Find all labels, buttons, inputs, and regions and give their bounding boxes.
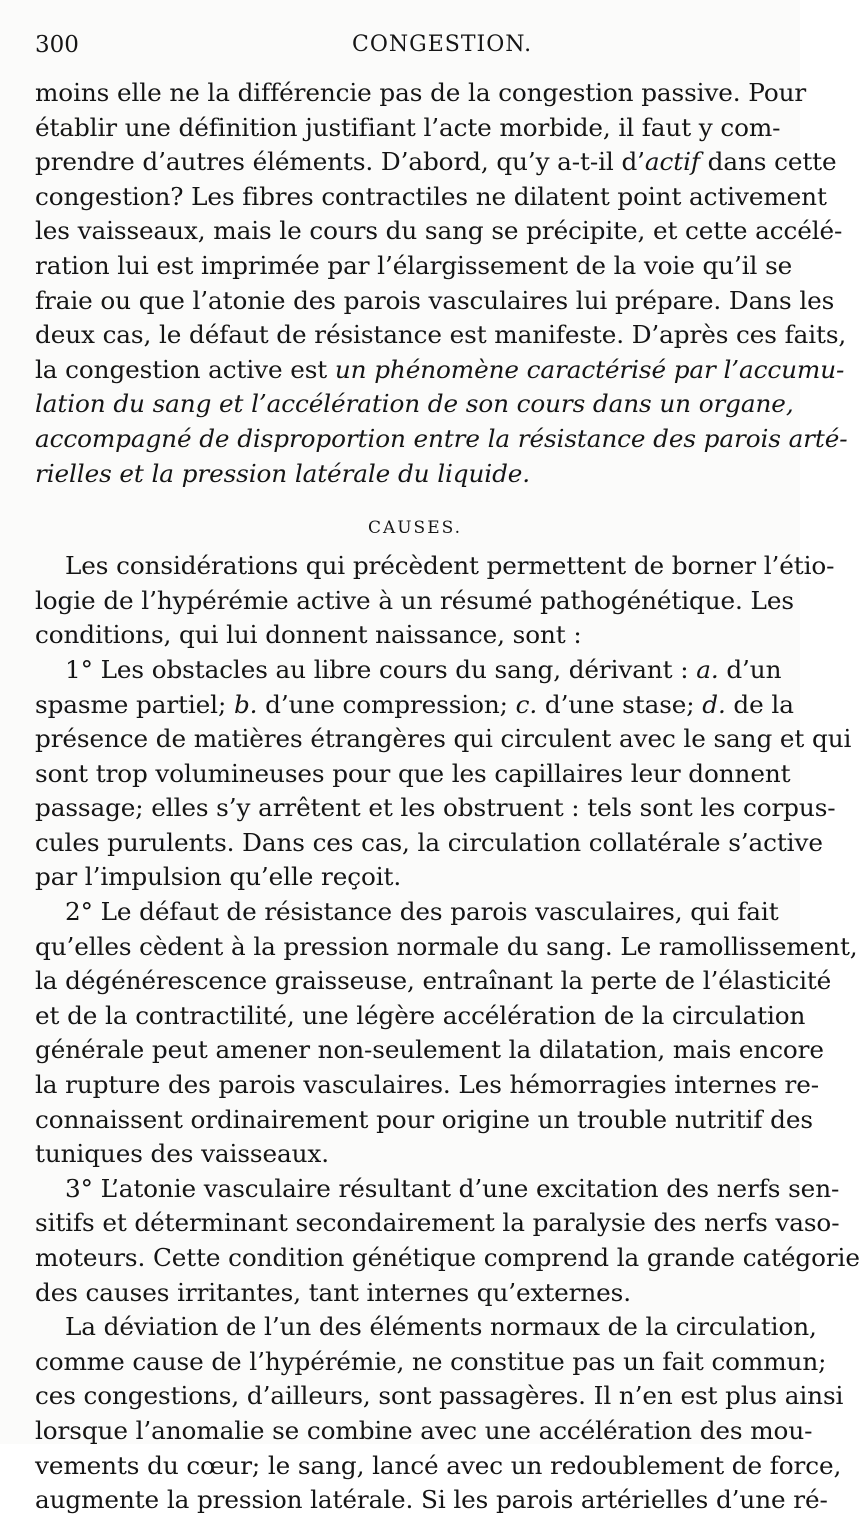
emphasis-line: lation du sang et l’accélération de son cours dans un organe, xyxy=(35,389,794,419)
text-line: la dégénérescence graisseuse, entraînant la perte de l’élasticité xyxy=(35,966,832,996)
section-title: CAUSES. xyxy=(367,518,463,539)
emphasis-line: accompagné de disproportion entre la résistance des parois arté- xyxy=(35,423,848,453)
text-line: les vaisseaux, mais le cours du sang se précipite, et cette accélé- xyxy=(35,216,843,246)
text-line: par l’impulsion qu’elle reçoit. xyxy=(35,862,402,892)
text-line: établir une définition justifiant l’acte morbide, il faut y com- xyxy=(35,112,781,142)
text-line: ces congestions, d’ailleurs, sont passagères. Il n’en est plus ainsi xyxy=(35,1381,844,1411)
text-line: fraie ou que l’atonie des parois vasculaires lui prépare. Dans les xyxy=(35,285,835,315)
text-line: générale peut amener non-seulement la dilatation, mais encore xyxy=(35,1035,824,1065)
emphasis-text: un phénomène caractérisé par l’accumu- xyxy=(334,354,845,384)
text-line: cules purulents. Dans ces cas, la circulation collatérale s’active xyxy=(35,827,823,857)
text-line: des causes irritantes, tant internes qu’externes. xyxy=(35,1277,632,1307)
text-segment: spasme partiel; xyxy=(35,689,234,719)
text-line: moteurs. Cette condition génétique comprend la grande catégorie xyxy=(35,1243,860,1272)
text-line: 2° Le défaut de résistance des parois vasculaires, qui fait xyxy=(65,897,779,927)
section-heading xyxy=(35,491,765,549)
list-marker: d. xyxy=(702,689,726,719)
text-line xyxy=(35,145,837,180)
text-line: La déviation de l’un des éléments normaux de la circulation, xyxy=(65,1312,817,1342)
text-line: Les considérations qui précèdent permettent de borner l’étio- xyxy=(65,551,835,581)
page-number: 300 xyxy=(35,32,79,58)
list-marker: b. xyxy=(233,689,258,719)
text-line: sitifs et déterminant secondairement la paralysie des nerfs vaso- xyxy=(35,1208,840,1238)
text-segment: d’une compression; xyxy=(257,689,516,719)
emphasis-text: actif xyxy=(644,147,700,177)
text-line: la rupture des parois vasculaires. Les hémorragies internes re- xyxy=(35,1070,819,1100)
text-line: deux cas, le défaut de résistance est manifeste. D’après ces faits, xyxy=(35,320,847,350)
running-title: CONGESTION. xyxy=(352,32,533,57)
text-line: présence de matières étrangères qui circulent avec le sang et qui xyxy=(35,724,852,754)
text-line: tuniques des vaisseaux. xyxy=(35,1139,329,1169)
text-segment: 1° Les obstacles au libre cours du sang, dérivant : xyxy=(65,654,697,684)
text-line: 3° L’atonie vasculaire résultant d’une excitation des nerfs sen- xyxy=(65,1173,840,1203)
body-text xyxy=(35,76,860,1518)
list-marker: a. xyxy=(696,654,719,684)
text-line: comme cause de l’hypérémie, ne constitue pas un fait commun; xyxy=(35,1346,827,1376)
text-line: lorsque l’anomalie se combine avec une accélération des mou- xyxy=(35,1415,813,1445)
text-segment: la congestion active est xyxy=(35,354,335,384)
text-segment: d’un xyxy=(718,654,782,684)
text-segment: de la xyxy=(725,689,794,719)
text-segment: dans cette xyxy=(699,147,837,177)
running-header xyxy=(35,26,765,70)
list-marker: c. xyxy=(515,689,538,719)
text-line: vements du cœur; le sang, lancé avec un redoublement de force, xyxy=(35,1450,842,1480)
text-segment: d’une stase; xyxy=(537,689,703,719)
text-line: conditions, qui lui donnent naissance, sont : xyxy=(35,620,582,650)
text-line: qu’elles cèdent à la pression normale du sang. Le ramollissement, xyxy=(35,931,858,961)
text-line: et de la contractilité, une légère accélération de la circulation xyxy=(35,1000,806,1030)
text-line: ration lui est imprimée par l’élargissement de la voie qu’il se xyxy=(35,250,793,280)
text-line: congestion? Les fibres contractiles ne dilatent point activement xyxy=(35,181,827,211)
text-line: connaissent ordinairement pour origine un trouble nutritif des xyxy=(35,1104,813,1134)
text-segment: prendre d’autres éléments. D’abord, qu’y a-t-il d’ xyxy=(35,147,645,177)
text-line xyxy=(35,353,845,388)
text-line xyxy=(35,688,794,723)
text-line xyxy=(35,653,782,688)
text-line: moins elle ne la différencie pas de la congestion passive. Pour xyxy=(35,78,807,107)
text-line: sont trop volumineuses pour que les capillaires leur donnent xyxy=(35,758,791,788)
text-line: augmente la pression latérale. Si les parois artérielles d’une ré- xyxy=(35,1485,828,1515)
emphasis-line: rielles et la pression latérale du liquide. xyxy=(35,458,531,488)
text-line: passage; elles s’y arrêtent et les obstruent : tels sont les corpus- xyxy=(35,793,836,823)
text-line: logie de l’hypérémie active à un résumé pathogénétique. Les xyxy=(35,585,794,615)
